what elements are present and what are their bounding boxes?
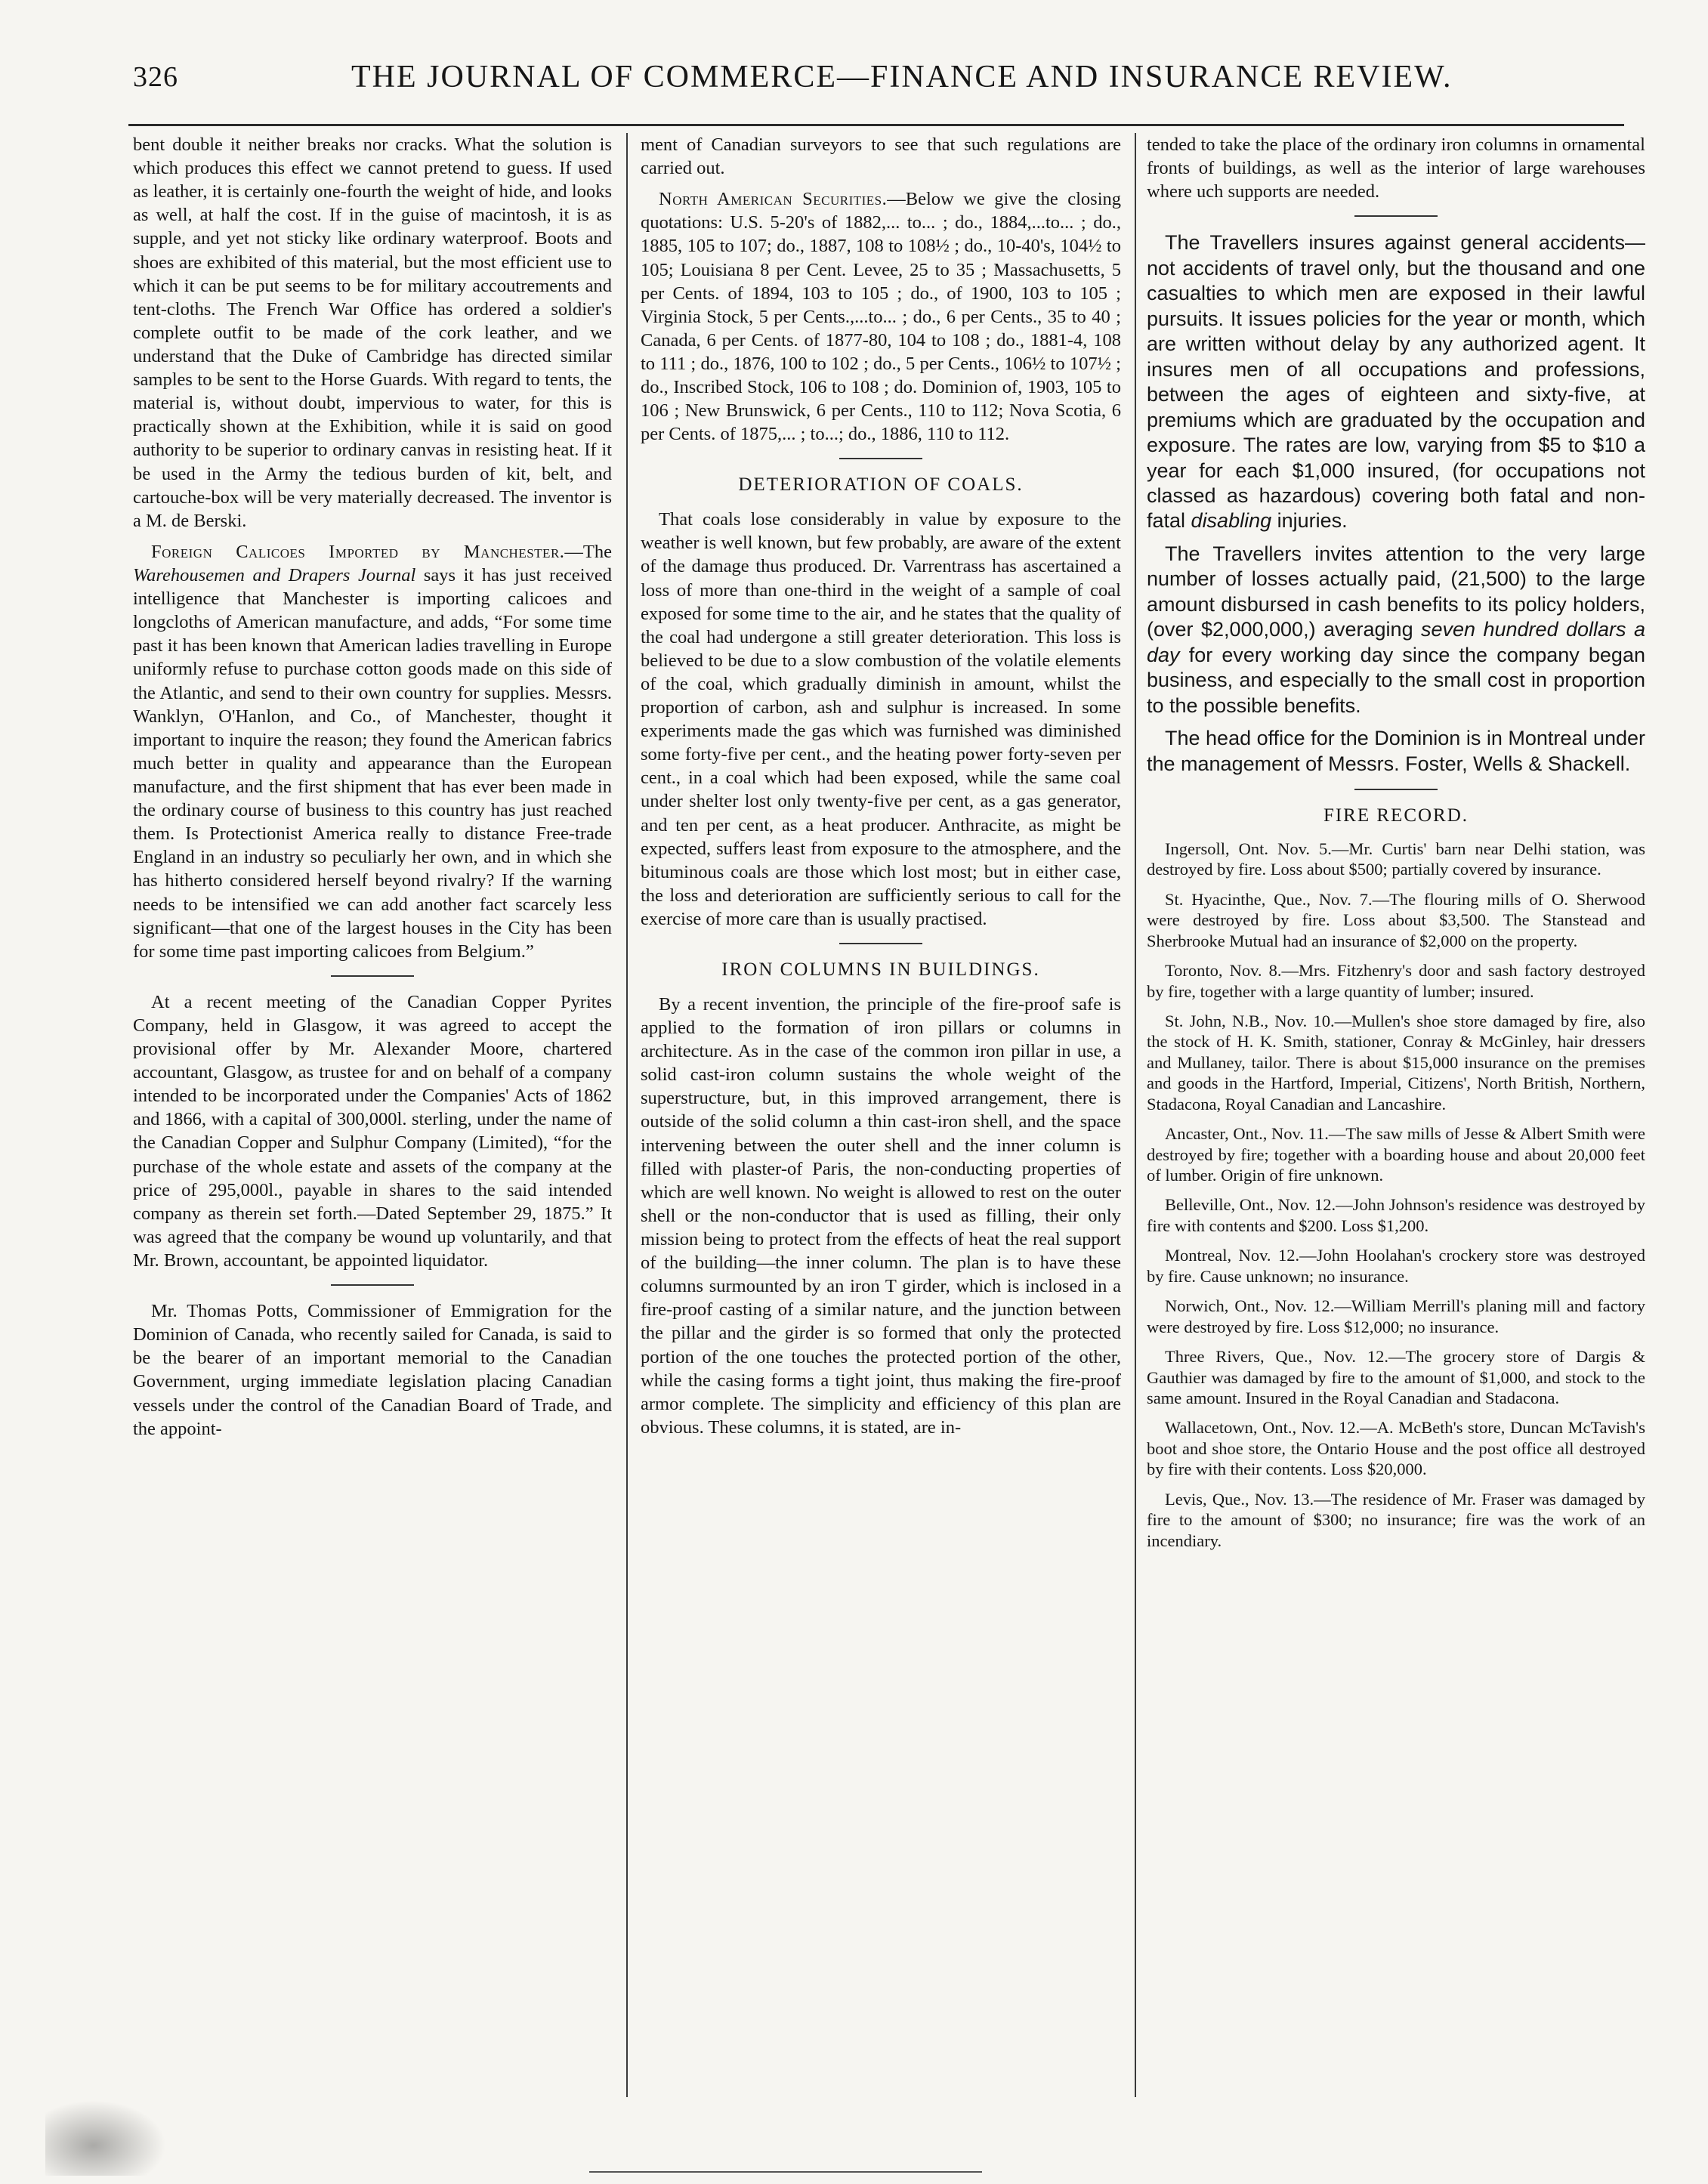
fire-entry: Toronto, Nov. 8.—Mrs. Fitzhenry's door and sash factory destroyed by fire, together with a large quantity of lumber; insured. — [1147, 961, 1645, 1001]
securities-body: —Below we give the closing quotations: U.S. 5-20's of 1882,... to... ; do., 1884,...to... ; do., 1885, 105 to 107; do., 1887, 108 to 108½ ; do., 10-40's, 104½ to 105; Louisiana 8 per Cent. Levee, 25 to 35 ; Massachusetts, 5 per Cents. of 1894, 103 to 105 ; do., of 1900, 103 to 105 ; Virginia Stock, 5 per Cents.,...to... ; do., 6 per Cents., 35 to 40 ; Canada, 6 per Cents. of 1877-80, 104 to 108 ; do., 1881-4, 108 to 111 ; do., 1876, 100 to 102 ; do., 5 per Cents., 106½ to 107½ ; do., Inscribed Stock, 106 to 108 ; do. Dominion of, 1903, 105 to 106 ; New Brunswick, 6 per Cents., 110 to 112; Nova Scotia, 6 per Cents. of 1875,... ; to...; do., 1886, 110 to 112. — [641, 189, 1122, 445]
securities-heading: North American Securities. — [659, 189, 888, 210]
fire-record-heading: FIRE RECORD. — [1323, 805, 1469, 826]
fire-entry: Montreal, Nov. 12.—John Hoolahan's crockery store was destroyed by fire. Cause unknown; no insurance. — [1147, 1246, 1645, 1286]
cork-leather-article: bent double it neither breaks nor cracks. What the solution is which produces this effect we cannot pretend to guess. If used as leather, it is certainly one-fourth the weight of hide, and looks as well, at half the cost. If in the guise of macintosh, it is as supple, and yet not sticky like ordinary waterproof. Boots and shoes are exhibited of this material, but the most efficient use to which it can be put seems to be for military accoutrements and tent-cloths. The French War Office has ordered a soldier's complete outfit to be made of the cork leather, and we understand that the Duke of Cambridge has directed similar samples to be sent to the Horse Guards. With regard to tents, the material is, without doubt, impervious to water, for this is practically shown at the Exhibition, while it is said on good authority to be superior to ordinary canvas in resisting heat. If it be used in the Army the tedious burden of kit, belt, and cartouche-box will be very materially decreased. The inventor is a M. de Berski. — [133, 134, 612, 531]
travellers-paragraph-3: The head office for the Dominion is in Montreal under the management of Messrs. Foster, Wells & Shackell. — [1147, 727, 1645, 775]
copper-pyrites-article: At a recent meeting of the Canadian Copper Pyrites Company, held in Glasgow, it was agreed to accept the provisional offer by Mr. Alexander Moore, chartered accountant, Glasgow, as trustee for and on behalf of a company intended to be incorporated under the Companies' Acts of 1862 and 1866, with a capital of 300,000l. sterling, under the name of the Canadian Copper and Sulphur Company (Limited), “for the purchase of the whole estate and assets of the company at the price of 295,000l., payable in shares to the said intended company as therein set forth.—Dated September 29, 1875.” It was agreed that the company be wound up voluntarily, and that Mr. Brown, accountant, be appointed liquidator. — [133, 991, 612, 1271]
section-rule — [1354, 215, 1438, 217]
ad-text: The Travellers invites attention to the very large number of losses actually paid, (21,500) to the large amount disbursed in cash benefits to its policy holders, (over $2,000,000,) averaging — [1147, 542, 1645, 641]
column-2 — [641, 133, 1121, 1447]
calicoes-dash: —The — [564, 541, 612, 562]
section-rule — [839, 458, 922, 459]
page-stain — [45, 2100, 166, 2176]
calicoes-article — [133, 540, 612, 963]
column-1 — [133, 133, 612, 1448]
iron-columns-heading: IRON COLUMNS IN BUILDINGS. — [721, 959, 1040, 981]
ad-text: for every working day since the company began business, and especially to the small cost in proportion to the possible benefits. — [1147, 643, 1645, 717]
section-rule — [331, 1284, 414, 1286]
ad-emphasis: disabling — [1191, 509, 1272, 533]
surveyors-continuation: ment of Canadian surveyors to see that such regulations are carried out. — [641, 134, 1121, 179]
fire-entry: Three Rivers, Que., Nov. 12.—The grocery store of Dargis & Gauthier was damaged by fire to the amount of $1,000, and stock to the same amount. Insured in the Royal Canadian and Stadacona. — [1147, 1347, 1645, 1407]
fire-entry: Wallacetown, Ont., Nov. 12.—A. McBeth's store, Duncan McTavish's boot and shoe store, the Ontario House and the post office all destroyed by fire with their contents. Loss $20,000. — [1147, 1418, 1645, 1479]
fire-record-list — [1147, 839, 1645, 1551]
coals-article: That coals lose considerably in value by exposure to the weather is well known, but few probably, are aware of the extent of the damage thus produced. Dr. Varrentrass has ascertained a loss of more than one-third in the weight of a sample of coal exposed for some time to the air, and he states that the quality of the coal had undergone a still greater deterioration. This loss is believed to be due to a slow combustion of the volatile elements of the coal, which gradually diminish in amount, whilst the proportion of carbon, ash and sulphur is increased. In some experiments made the gas which was furnished was diminished some forty-five per cent., and the heating power forty-seven per cent., in a coal which had been exposed, while the same coal under shelter lost only twenty-five per cent, as a gas generator, and ten per cent, as a heat producer. Anthracite, as might be expected, suffers least from exposure to the atmosphere, and the bituminous coals are those which lost most; but in either case, the loss and deterioration are sufficiently serious to call for the exercise of more care than is usually practised. — [641, 509, 1121, 930]
travellers-paragraph-2 — [1147, 542, 1645, 718]
header-rule — [128, 124, 1624, 126]
fire-entry: St. John, N.B., Nov. 10.—Mullen's shoe store damaged by fire, also the stock of H. K. Smith, stationer, Conray & McGinley, hair dressers and Mullaney, tailor. There is about $15,000 insurance on the premises and goods in the Hartford, Imperial, Citizens', North British, Northern, Stadacona, Royal Canadian and Lancashire. — [1147, 1011, 1645, 1114]
column-divider — [1135, 133, 1136, 2097]
fire-entry: Belleville, Ont., Nov. 12.—John Johnson's residence was destroyed by fire with contents and $200. Loss $1,200. — [1147, 1195, 1645, 1235]
page-number: 326 — [133, 61, 178, 93]
potts-article: Mr. Thomas Potts, Commissioner of Emmigration for the Dominion of Canada, who recently sailed for Canada, is said to be the bearer of an important memorial to the Canadian Government, urging immediate legislation placing Canadian vessels under the control of the Canadian Board of Trade, and the appoint- — [133, 1301, 612, 1439]
column-3 — [1147, 133, 1645, 1560]
securities-article — [641, 187, 1121, 446]
footer-rule — [589, 2171, 982, 2173]
calicoes-body: says it has just received intelligence that Manchester is importing calicoes and longcloths of American manufacture, and adds, “For some time past it has been known that American ladies travelling in Europe uniformly refuse to purchase cotton goods made on this side of the Atlantic, and send to their own country for supplies. Messrs. Wanklyn, O'Hanlon, and Co., of Manchester, thought it important to inquire the reason; they found the American fabrics much better in quality and appearance than the European manufacture, and the first shipment that has ever been made in the ordinary course of business to this country has just reached them. Is Protectionist America really to distance Free-trade England in an industry so peculiarly her own, and in which she has hitherto considered herself beyond rivalry? If the warning needs to be intensified we can add another fact scarcely less significant—that one of the largest houses in the City has been for some time past importing calicoes from Belgium.” — [133, 564, 612, 962]
ad-text: The Travellers insures against general accidents—not accidents of travel only, but the thousand and one casualties to which men are exposed in their lawful pursuits. It issues policies for the year or month, which are written without delay by any authorized agent. It insures men of all occupations and professions, between the ages of eighteen and sixty-five, at premiums which are graduated by the occupation and exposure. The rates are low, varying from $5 to $10 a year for each $1,000 insured, (for occupations not classed as hazardous) covering both fatal and non-fatal — [1147, 231, 1645, 533]
calicoes-heading: Foreign Calicoes Imported by Manchester. — [151, 541, 565, 562]
travellers-advertisement — [1147, 230, 1645, 777]
iron-columns-continuation: tended to take the place of the ordinary iron columns in ornamental fronts of buildings, as well as the interior of large warehouses where uch supports are needed. — [1147, 134, 1645, 202]
travellers-paragraph-1 — [1147, 230, 1645, 534]
iron-columns-article: By a recent invention, the principle of the fire-proof safe is applied to the formation of iron pillars or columns in architecture. As in the case of the common iron pillar in use, a solid cast-iron column sustains the whole weight of the superstructure, but, in this improved arrangement, there is outside of the solid column a thin cast-iron shell, and the space intervening between the outer shell and the inner column is filled with plaster-of Paris, the non-conducting properties of which are well known. No weight is allowed to rest on the outer shell or the non-conductor that is used as filling, their only mission being to protect from the effects of heat the real support of the building—the inner column. The plan is to have these columns surmounted by an iron T girder, which is inclosed in a fire-proof casting of a similar nature, and the junction between the pillar and the girder is so formed that only the protected portion of the one touches the protected portion of the other, while the casing forms a tight joint, thus making the fire-proof armor complete. The simplicity and efficiency of this plan are obvious. These columns, it is stated, are in- — [641, 993, 1121, 1438]
journal-name: Warehousemen and Drapers Journal — [133, 564, 416, 585]
column-divider — [626, 133, 628, 2097]
journal-title: THE JOURNAL OF COMMERCE—FINANCE AND INSURANCE REVIEW. — [351, 60, 1453, 94]
section-rule — [839, 943, 922, 944]
fire-entry: Ancaster, Ont., Nov. 11.—The saw mills of Jesse & Albert Smith were destroyed by fire; together with a boarding house and about 20,000 feet of lumber. Origin of fire unknown. — [1147, 1124, 1645, 1185]
fire-entry: Levis, Que., Nov. 13.—The residence of Mr. Fraser was damaged by fire to the amount of $300; no insurance; fire was the work of an incendiary. — [1147, 1489, 1645, 1550]
section-rule — [1354, 789, 1438, 790]
fire-entry: Ingersoll, Ont. Nov. 5.—Mr. Curtis' barn near Delhi station, was destroyed by fire. Loss about $500; partially covered by insurance. — [1147, 839, 1645, 879]
fire-entry: St. Hyacinthe, Que., Nov. 7.—The flouring mills of O. Sherwood were destroyed by fire. Loss about $3,500. The Stanstead and Sherbrooke Mutual had an insurance of $2,000 on the property. — [1147, 889, 1645, 950]
ad-text: injuries. — [1271, 509, 1348, 533]
section-rule — [331, 975, 414, 977]
masthead — [0, 53, 1708, 106]
ad-emphasis: seven hundred dollars a day — [1147, 618, 1645, 666]
fire-entry: Norwich, Ont., Nov. 12.—William Merrill's planing mill and factory were destroyed by fire. Loss $12,000; no insurance. — [1147, 1296, 1645, 1336]
coals-heading: DETERIORATION OF COALS. — [738, 474, 1024, 496]
